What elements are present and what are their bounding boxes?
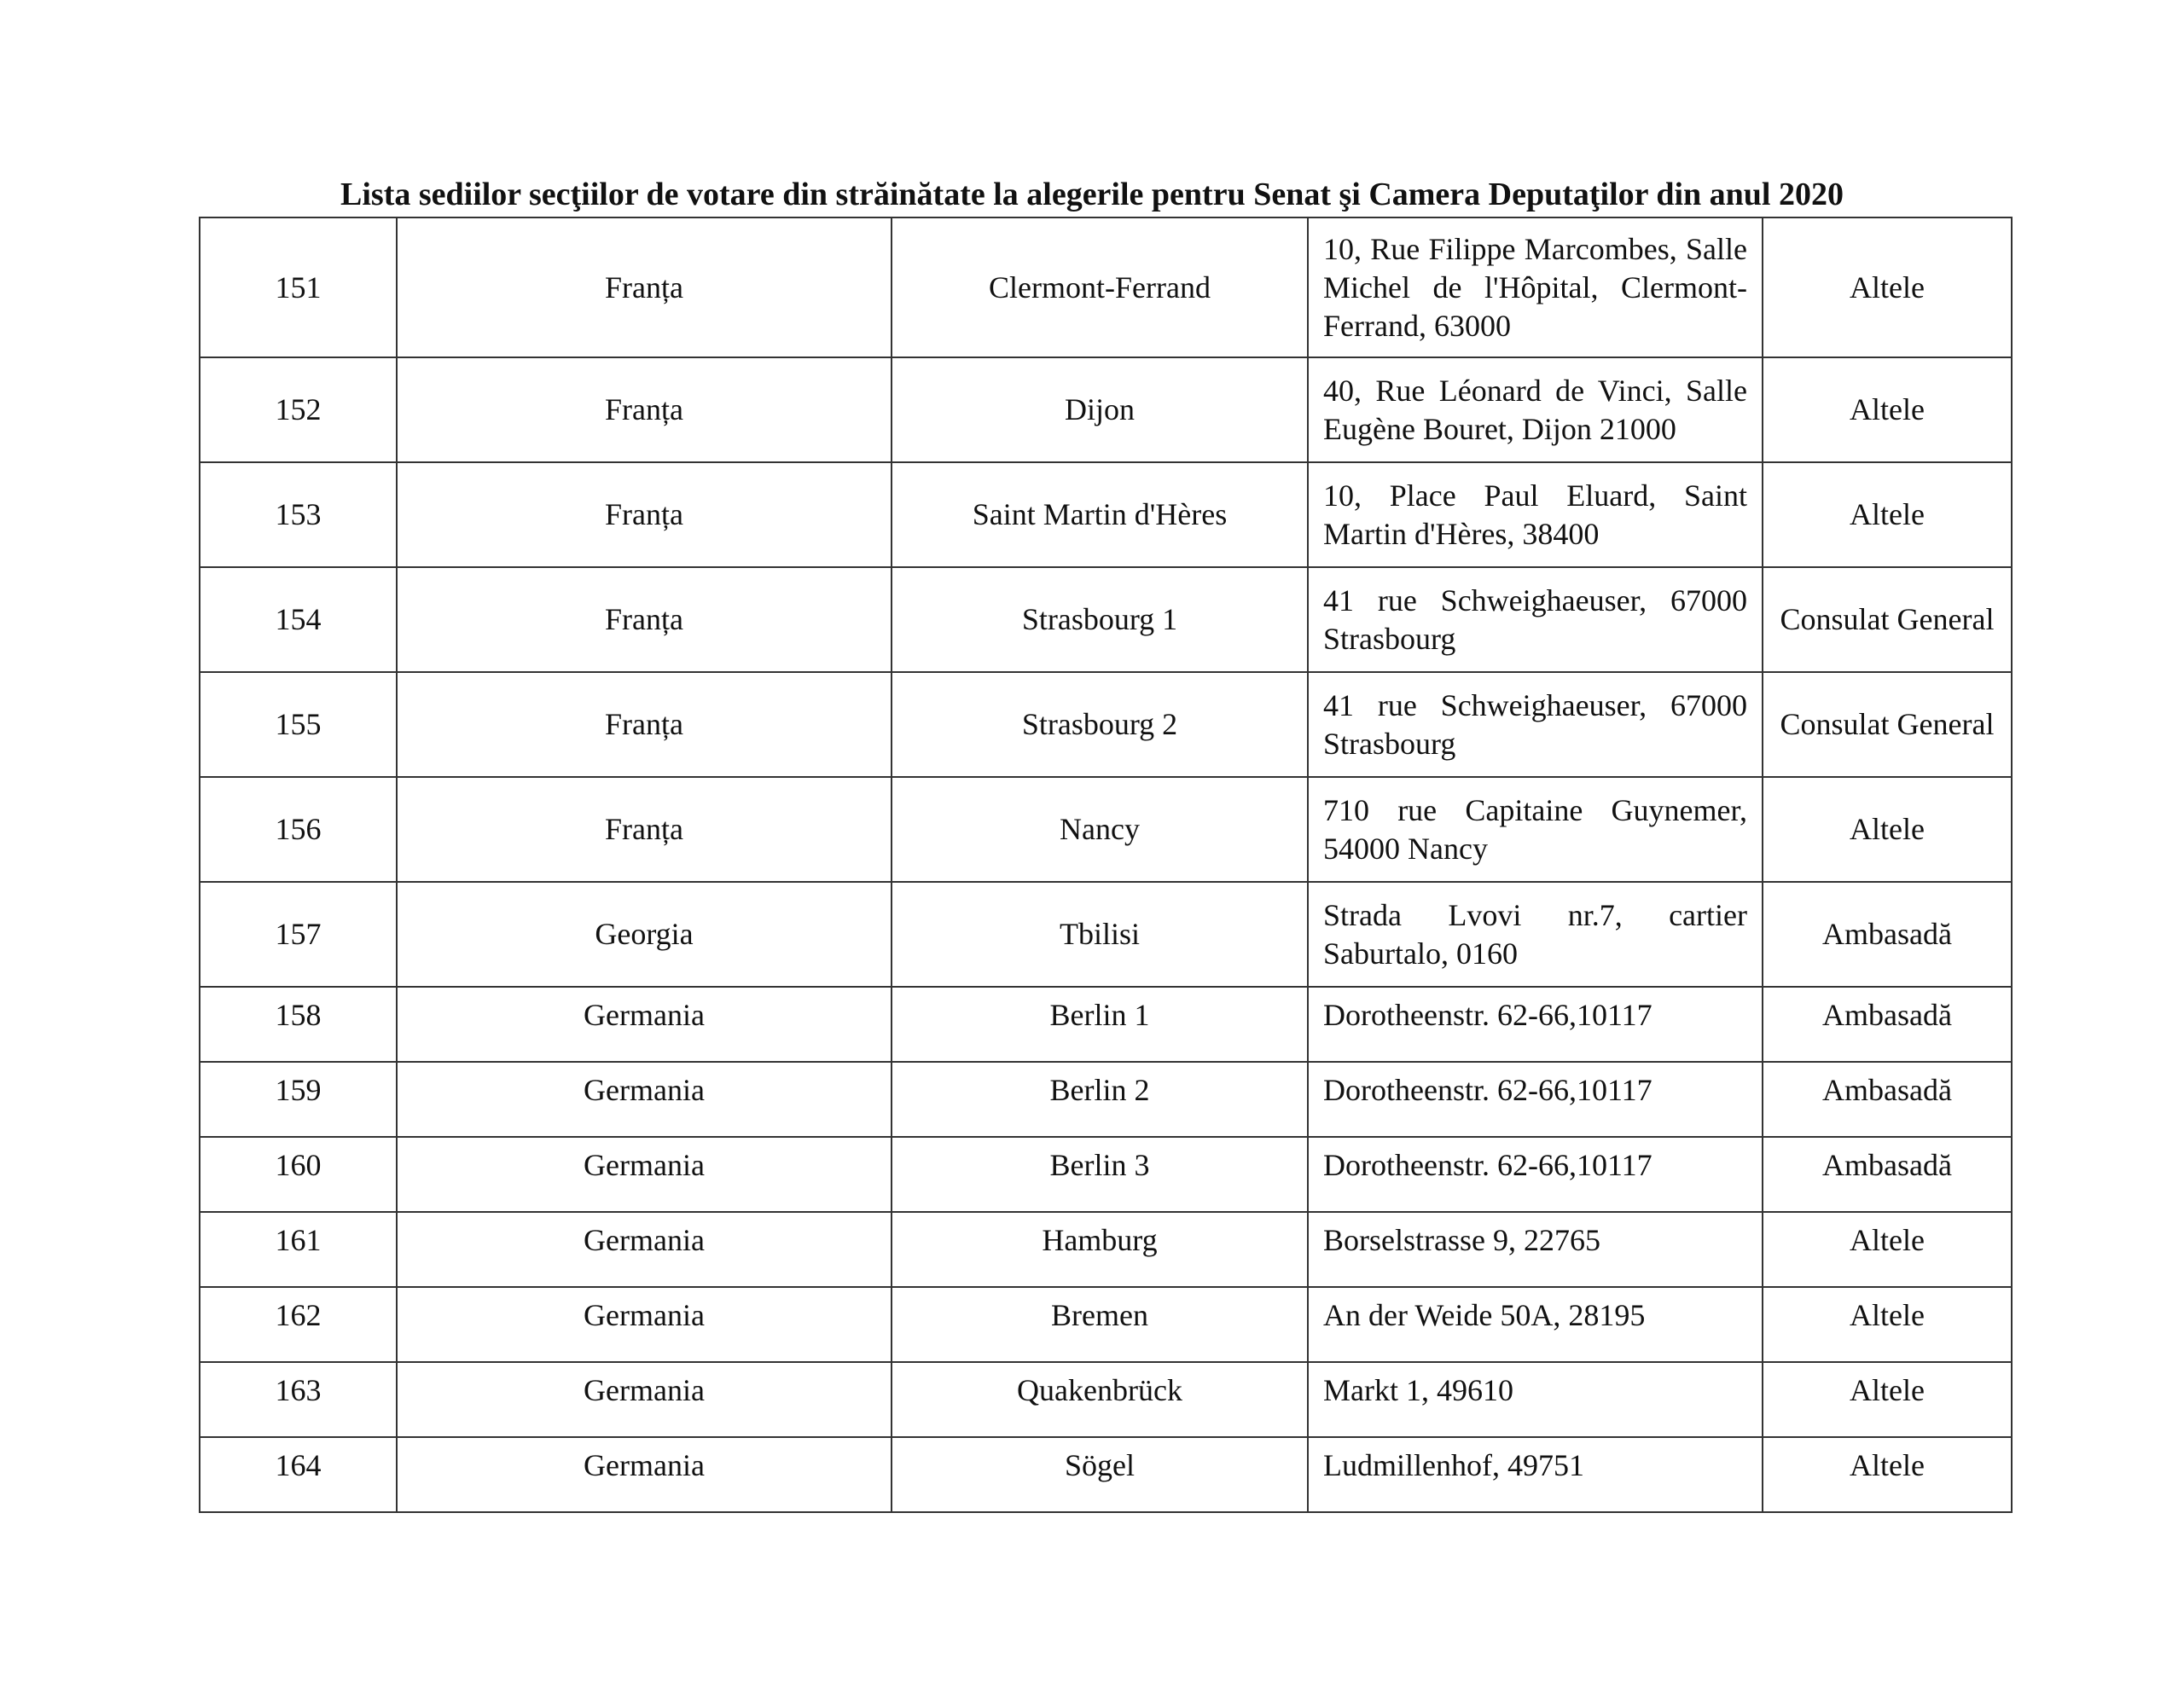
location-type-cell: Altele — [1763, 1287, 2012, 1362]
table-row — [200, 217, 2012, 357]
city-cell: Berlin 2 — [892, 1062, 1308, 1137]
table-row — [200, 1287, 2012, 1362]
section-number: 156 — [200, 777, 397, 882]
section-number: 157 — [200, 882, 397, 987]
table-row — [200, 1212, 2012, 1287]
country-cell: Germania — [397, 1287, 892, 1362]
page-title: Lista sediilor secţiilor de votare din străinătate la alegerile pentru Senat şi Camera Deputaţilor din anul 2020 — [340, 177, 1844, 212]
address-cell: Dorotheenstr. 62-66,10117 — [1308, 1062, 1763, 1137]
city-cell: Strasbourg 1 — [892, 567, 1308, 672]
city-cell: Clermont-Ferrand — [892, 217, 1308, 357]
section-number: 161 — [200, 1212, 397, 1287]
table-row — [200, 882, 2012, 987]
country-cell: Franța — [397, 567, 892, 672]
location-type-cell: Consulat General — [1763, 672, 2012, 777]
address-cell: 41 rue Schweighaeuser, 67000 Strasbourg — [1308, 672, 1763, 777]
table-row — [200, 1062, 2012, 1137]
table-row — [200, 777, 2012, 882]
country-cell: Germania — [397, 1212, 892, 1287]
section-number: 162 — [200, 1287, 397, 1362]
city-cell: Berlin 3 — [892, 1137, 1308, 1212]
section-number: 164 — [200, 1437, 397, 1512]
section-number: 152 — [200, 357, 397, 462]
address-cell: Markt 1, 49610 — [1308, 1362, 1763, 1437]
address-cell: Ludmillenhof, 49751 — [1308, 1437, 1763, 1512]
city-cell: Sögel — [892, 1437, 1308, 1512]
address-cell: 10, Rue Filippe Marcombes, Salle Michel de l'Hôpital, Clermont-Ferrand, 63000 — [1308, 217, 1763, 357]
table-row — [200, 567, 2012, 672]
country-cell: Georgia — [397, 882, 892, 987]
table-row — [200, 462, 2012, 567]
city-cell: Dijon — [892, 357, 1308, 462]
location-type-cell: Altele — [1763, 777, 2012, 882]
address-cell: Strada Lvovi nr.7, cartier Saburtalo, 0160 — [1308, 882, 1763, 987]
address-cell: An der Weide 50A, 28195 — [1308, 1287, 1763, 1362]
section-number: 155 — [200, 672, 397, 777]
table-row — [200, 672, 2012, 777]
city-cell: Quakenbrück — [892, 1362, 1308, 1437]
address-cell: 710 rue Capitaine Guynemer, 54000 Nancy — [1308, 777, 1763, 882]
location-type-cell: Ambasadă — [1763, 1137, 2012, 1212]
section-number: 160 — [200, 1137, 397, 1212]
table-row — [200, 1137, 2012, 1212]
location-type-cell: Altele — [1763, 1437, 2012, 1512]
country-cell: Germania — [397, 1437, 892, 1512]
location-type-cell: Ambasadă — [1763, 882, 2012, 987]
location-type-cell: Ambasadă — [1763, 987, 2012, 1062]
section-number: 158 — [200, 987, 397, 1062]
location-type-cell: Consulat General — [1763, 567, 2012, 672]
address-cell: 10, Place Paul Eluard, Saint Martin d'Hères, 38400 — [1308, 462, 1763, 567]
address-cell: 40, Rue Léonard de Vinci, Salle Eugène Bouret, Dijon 21000 — [1308, 357, 1763, 462]
country-cell: Germania — [397, 1062, 892, 1137]
section-number: 153 — [200, 462, 397, 567]
country-cell: Franța — [397, 217, 892, 357]
country-cell: Germania — [397, 1137, 892, 1212]
country-cell: Franța — [397, 777, 892, 882]
city-cell: Bremen — [892, 1287, 1308, 1362]
country-cell: Franța — [397, 462, 892, 567]
city-cell: Nancy — [892, 777, 1308, 882]
section-number: 163 — [200, 1362, 397, 1437]
address-cell: Dorotheenstr. 62-66,10117 — [1308, 1137, 1763, 1212]
city-cell: Berlin 1 — [892, 987, 1308, 1062]
country-cell: Franța — [397, 672, 892, 777]
location-type-cell: Altele — [1763, 357, 2012, 462]
address-cell: 41 rue Schweighaeuser, 67000 Strasbourg — [1308, 567, 1763, 672]
city-cell: Saint Martin d'Hères — [892, 462, 1308, 567]
country-cell: Franța — [397, 357, 892, 462]
address-cell: Borselstrasse 9, 22765 — [1308, 1212, 1763, 1287]
table-row — [200, 1362, 2012, 1437]
table-row — [200, 1437, 2012, 1512]
location-type-cell: Altele — [1763, 1212, 2012, 1287]
section-number: 159 — [200, 1062, 397, 1137]
location-type-cell: Altele — [1763, 217, 2012, 357]
table-body — [200, 217, 2012, 1512]
city-cell: Tbilisi — [892, 882, 1308, 987]
city-cell: Hamburg — [892, 1212, 1308, 1287]
address-cell: Dorotheenstr. 62-66,10117 — [1308, 987, 1763, 1062]
polling-stations-table — [199, 217, 2013, 1513]
country-cell: Germania — [397, 1362, 892, 1437]
location-type-cell: Ambasadă — [1763, 1062, 2012, 1137]
table-row — [200, 357, 2012, 462]
section-number: 154 — [200, 567, 397, 672]
country-cell: Germania — [397, 987, 892, 1062]
location-type-cell: Altele — [1763, 1362, 2012, 1437]
table-row — [200, 987, 2012, 1062]
location-type-cell: Altele — [1763, 462, 2012, 567]
section-number: 151 — [200, 217, 397, 357]
city-cell: Strasbourg 2 — [892, 672, 1308, 777]
